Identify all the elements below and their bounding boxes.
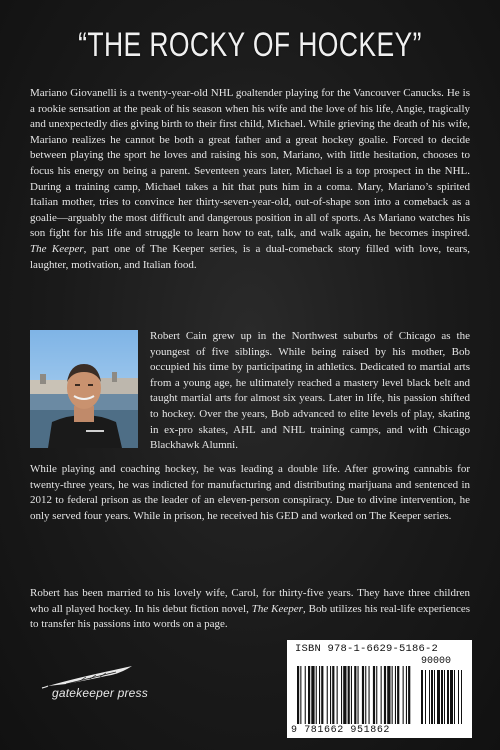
author-photo: [30, 330, 138, 448]
barcode-bars: [293, 654, 468, 726]
book-title: “THE ROCKY OF HOCKEY”: [78, 26, 422, 64]
publisher-name: gatekeeper press: [52, 686, 148, 700]
synopsis-paragraph: [30, 86, 470, 273]
author-paragraph-two: While playing and coaching hockey, he was leading a double life. After growing cannabis for twenty-three years, he was indicted for manufacturing and distributing marijuana and sentenced in 2012 to federal prison as the leader of an eleven-person conspiracy. Due to divine intervention, he only served four years. While in prison, he received his GED and worked on The Keeper series.: [30, 463, 470, 522]
synopsis-text-end: , part one of The Keeper series, is a dual-comeback story filled with love, tears, laughter, motivation, and Italian food.: [30, 242, 471, 271]
paragraph-three-text-end: , Bob utilizes his real-life experiences to transfer his passions into words on a page.: [30, 602, 470, 631]
author-paragraph-three: [30, 586, 470, 633]
isbn-number: ISBN 978-1-6629-5186-2: [295, 643, 439, 655]
book-title-italic-2: The Keeper: [251, 602, 303, 615]
book-title-italic: The Keeper: [30, 242, 84, 255]
publisher-logo: [36, 662, 186, 710]
synopsis-text: Mariano Giovanelli is a twenty-year-old NHL goaltender playing for the Vancouver Canucks. He is a rookie sensation at the peak of his season when his wife and the love of his life, Angie, tragically and unexpectedly dies giving birth to their first child, Michael. While grieving the death of his wife, Mariano realizes he cannot be both a great father and a great hockey goalie. Forced to decide between playing the sport he loves and raising his son, Mariano, with little hesitation, chooses to focus his energy on being a parent. Seventeen years later, Michael is a top prospect in the NHL. During a training camp, Michael takes a hit that puts him in a coma. Mary, Mariano’s spirited Italian mother, tries to convince her thirty-seven-year-old, out-of-shape son into a comeback as a goalie—arguably the most difficult and dangerous position in all of sports. As Mariano watches his son fight for his life and struggle to learn how to eat, talk, and walk again, he becomes inspired.: [30, 87, 470, 240]
paragraph-three-text: Robert has been married to his lovely wife, Carol, for thirty-five years. They have three children who all played hockey. In his debut fiction novel,: [30, 587, 470, 615]
author-bio: Robert Cain grew up in the Northwest suburbs of Chicago as the youngest of five siblings. While being raised by his mother, Bob occupied his time by participating in athletics. Dedicated to martial arts from a young age, he ultimately reached a mastery level black belt and taught martial arts for almost six years. Later in life, his passion shifted to hockey. Over the years, Bob advanced to elite levels of play, skating in ex-pro skates, AHL and NHL training camps, and with Chicago Blackhawk Alumni.: [150, 330, 470, 452]
price-code: 90000: [421, 656, 452, 667]
isbn-barcode: [287, 640, 472, 738]
ean-digits: 9 781662 951862: [291, 725, 391, 736]
